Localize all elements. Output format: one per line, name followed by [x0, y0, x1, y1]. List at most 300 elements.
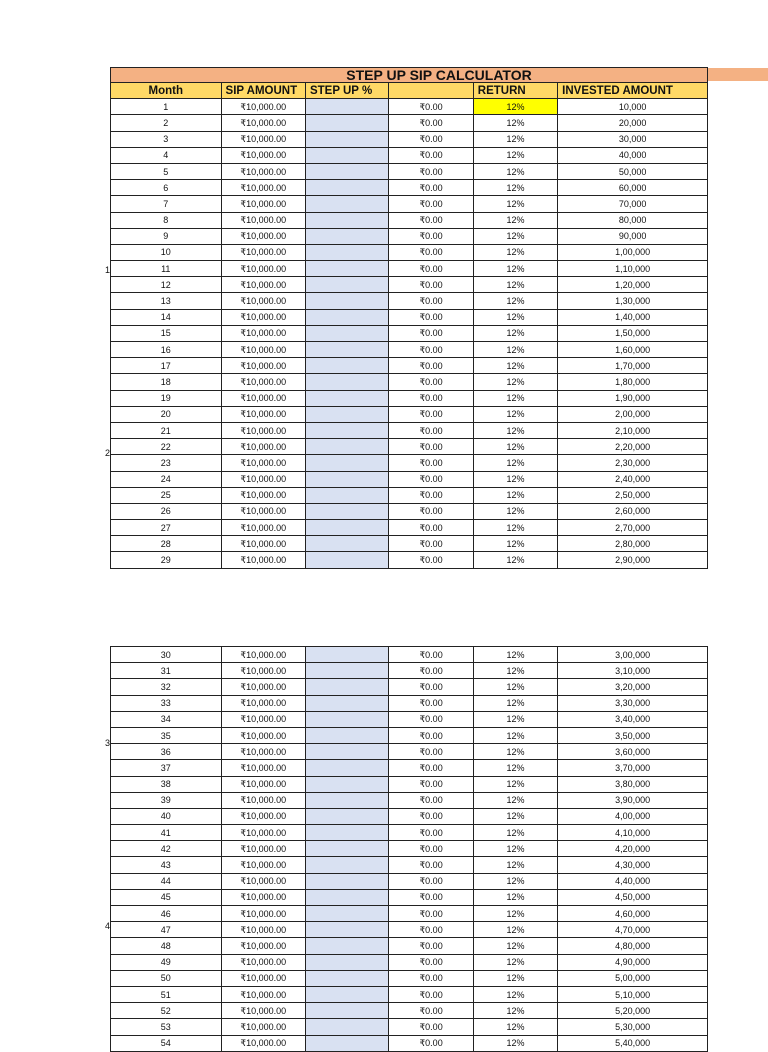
amount-cell[interactable]: ₹0.00	[389, 455, 473, 471]
sip-amount-cell[interactable]: ₹10,000.00	[221, 970, 305, 986]
invested-amount-cell[interactable]: 2,00,000	[558, 406, 708, 422]
invested-amount-cell[interactable]: 5,40,000	[558, 1035, 708, 1051]
sip-amount-cell[interactable]: ₹10,000.00	[221, 115, 305, 131]
month-cell[interactable]: 16	[111, 342, 222, 358]
amount-cell[interactable]: ₹0.00	[389, 390, 473, 406]
step-up-cell[interactable]	[305, 115, 388, 131]
amount-cell[interactable]: ₹0.00	[389, 986, 473, 1002]
invested-amount-cell[interactable]: 50,000	[558, 163, 708, 179]
sip-amount-cell[interactable]: ₹10,000.00	[221, 358, 305, 374]
amount-cell[interactable]: ₹0.00	[389, 471, 473, 487]
sip-amount-cell[interactable]: ₹10,000.00	[221, 325, 305, 341]
month-cell[interactable]: 32	[111, 679, 222, 695]
month-cell[interactable]: 45	[111, 889, 222, 905]
amount-cell[interactable]: ₹0.00	[389, 180, 473, 196]
sip-amount-cell[interactable]: ₹10,000.00	[221, 503, 305, 519]
month-cell[interactable]: 44	[111, 873, 222, 889]
month-cell[interactable]: 43	[111, 857, 222, 873]
invested-amount-cell[interactable]: 1,40,000	[558, 309, 708, 325]
invested-amount-cell[interactable]: 3,20,000	[558, 679, 708, 695]
sip-amount-cell[interactable]: ₹10,000.00	[221, 1003, 305, 1019]
sip-amount-cell[interactable]: ₹10,000.00	[221, 406, 305, 422]
month-cell[interactable]: 14	[111, 309, 222, 325]
sip-amount-cell[interactable]: ₹10,000.00	[221, 309, 305, 325]
step-up-cell[interactable]	[305, 536, 388, 552]
return-cell[interactable]: 12%	[473, 293, 557, 309]
amount-cell[interactable]: ₹0.00	[389, 277, 473, 293]
sip-amount-cell[interactable]: ₹10,000.00	[221, 487, 305, 503]
month-cell[interactable]: 53	[111, 1019, 222, 1035]
invested-amount-cell[interactable]: 4,20,000	[558, 841, 708, 857]
return-cell[interactable]: 12%	[473, 180, 557, 196]
amount-cell[interactable]: ₹0.00	[389, 552, 473, 568]
step-up-cell[interactable]	[305, 922, 388, 938]
month-cell[interactable]: 21	[111, 422, 222, 438]
amount-cell[interactable]: ₹0.00	[389, 99, 473, 115]
month-cell[interactable]: 18	[111, 374, 222, 390]
invested-amount-cell[interactable]: 1,10,000	[558, 261, 708, 277]
step-up-cell[interactable]	[305, 180, 388, 196]
amount-cell[interactable]: ₹0.00	[389, 309, 473, 325]
month-cell[interactable]: 17	[111, 358, 222, 374]
step-up-cell[interactable]	[305, 1019, 388, 1035]
sip-amount-cell[interactable]: ₹10,000.00	[221, 1035, 305, 1051]
sip-amount-cell[interactable]: ₹10,000.00	[221, 422, 305, 438]
return-cell[interactable]: 12%	[473, 873, 557, 889]
amount-cell[interactable]: ₹0.00	[389, 760, 473, 776]
amount-cell[interactable]: ₹0.00	[389, 244, 473, 260]
month-cell[interactable]: 35	[111, 727, 222, 743]
month-cell[interactable]: 20	[111, 406, 222, 422]
step-up-cell[interactable]	[305, 99, 388, 115]
invested-amount-cell[interactable]: 4,30,000	[558, 857, 708, 873]
sip-amount-cell[interactable]: ₹10,000.00	[221, 679, 305, 695]
amount-cell[interactable]: ₹0.00	[389, 358, 473, 374]
step-up-cell[interactable]	[305, 954, 388, 970]
month-cell[interactable]: 38	[111, 776, 222, 792]
return-cell[interactable]: 12%	[473, 439, 557, 455]
month-cell[interactable]: 29	[111, 552, 222, 568]
month-cell[interactable]: 8	[111, 212, 222, 228]
invested-amount-cell[interactable]: 3,60,000	[558, 744, 708, 760]
amount-cell[interactable]: ₹0.00	[389, 663, 473, 679]
amount-cell[interactable]: ₹0.00	[389, 1003, 473, 1019]
step-up-cell[interactable]	[305, 390, 388, 406]
return-cell[interactable]: 12%	[473, 857, 557, 873]
return-cell[interactable]: 12%	[473, 792, 557, 808]
month-cell[interactable]: 34	[111, 711, 222, 727]
invested-amount-cell[interactable]: 2,30,000	[558, 455, 708, 471]
invested-amount-cell[interactable]: 60,000	[558, 180, 708, 196]
return-cell[interactable]: 12%	[473, 244, 557, 260]
step-up-cell[interactable]	[305, 841, 388, 857]
return-cell[interactable]: 12%	[473, 1019, 557, 1035]
return-cell[interactable]: 12%	[473, 695, 557, 711]
step-up-cell[interactable]	[305, 711, 388, 727]
sip-amount-cell[interactable]: ₹10,000.00	[221, 808, 305, 824]
amount-cell[interactable]: ₹0.00	[389, 536, 473, 552]
return-cell[interactable]: 12%	[473, 938, 557, 954]
amount-cell[interactable]: ₹0.00	[389, 503, 473, 519]
step-up-cell[interactable]	[305, 792, 388, 808]
amount-cell[interactable]: ₹0.00	[389, 695, 473, 711]
return-cell[interactable]: 12%	[473, 711, 557, 727]
sip-amount-cell[interactable]: ₹10,000.00	[221, 277, 305, 293]
month-cell[interactable]: 47	[111, 922, 222, 938]
return-cell[interactable]: 12%	[473, 131, 557, 147]
step-up-cell[interactable]	[305, 647, 388, 663]
invested-amount-cell[interactable]: 5,10,000	[558, 986, 708, 1002]
step-up-cell[interactable]	[305, 406, 388, 422]
sip-amount-cell[interactable]: ₹10,000.00	[221, 841, 305, 857]
amount-cell[interactable]: ₹0.00	[389, 487, 473, 503]
step-up-cell[interactable]	[305, 228, 388, 244]
month-cell[interactable]: 2	[111, 115, 222, 131]
invested-amount-cell[interactable]: 3,10,000	[558, 663, 708, 679]
amount-cell[interactable]: ₹0.00	[389, 131, 473, 147]
step-up-cell[interactable]	[305, 196, 388, 212]
invested-amount-cell[interactable]: 20,000	[558, 115, 708, 131]
invested-amount-cell[interactable]: 4,40,000	[558, 873, 708, 889]
month-cell[interactable]: 10	[111, 244, 222, 260]
invested-amount-cell[interactable]: 3,90,000	[558, 792, 708, 808]
return-cell[interactable]: 12%	[473, 115, 557, 131]
amount-cell[interactable]: ₹0.00	[389, 212, 473, 228]
return-cell[interactable]: 12%	[473, 906, 557, 922]
invested-amount-cell[interactable]: 3,00,000	[558, 647, 708, 663]
invested-amount-cell[interactable]: 4,70,000	[558, 922, 708, 938]
return-cell[interactable]: 12%	[473, 744, 557, 760]
sip-amount-cell[interactable]: ₹10,000.00	[221, 663, 305, 679]
return-cell[interactable]: 12%	[473, 228, 557, 244]
return-cell[interactable]: 12%	[473, 147, 557, 163]
return-cell[interactable]: 12%	[473, 825, 557, 841]
return-cell[interactable]: 12%	[473, 970, 557, 986]
step-up-cell[interactable]	[305, 342, 388, 358]
step-up-cell[interactable]	[305, 309, 388, 325]
sip-amount-cell[interactable]: ₹10,000.00	[221, 889, 305, 905]
month-cell[interactable]: 39	[111, 792, 222, 808]
sip-amount-cell[interactable]: ₹10,000.00	[221, 99, 305, 115]
month-cell[interactable]: 49	[111, 954, 222, 970]
amount-cell[interactable]: ₹0.00	[389, 954, 473, 970]
header-sip-amount[interactable]: SIP AMOUNT	[221, 83, 305, 99]
step-up-cell[interactable]	[305, 131, 388, 147]
sip-amount-cell[interactable]: ₹10,000.00	[221, 857, 305, 873]
step-up-cell[interactable]	[305, 471, 388, 487]
amount-cell[interactable]: ₹0.00	[389, 922, 473, 938]
invested-amount-cell[interactable]: 1,30,000	[558, 293, 708, 309]
return-cell[interactable]: 12%	[473, 487, 557, 503]
return-cell[interactable]: 12%	[473, 342, 557, 358]
month-cell[interactable]: 7	[111, 196, 222, 212]
month-cell[interactable]: 46	[111, 906, 222, 922]
sip-amount-cell[interactable]: ₹10,000.00	[221, 163, 305, 179]
step-up-cell[interactable]	[305, 873, 388, 889]
step-up-cell[interactable]	[305, 261, 388, 277]
step-up-cell[interactable]	[305, 695, 388, 711]
return-cell[interactable]: 12%	[473, 503, 557, 519]
step-up-cell[interactable]	[305, 825, 388, 841]
return-cell[interactable]: 12%	[473, 277, 557, 293]
step-up-cell[interactable]	[305, 552, 388, 568]
invested-amount-cell[interactable]: 3,50,000	[558, 727, 708, 743]
amount-cell[interactable]: ₹0.00	[389, 825, 473, 841]
month-cell[interactable]: 25	[111, 487, 222, 503]
invested-amount-cell[interactable]: 2,20,000	[558, 439, 708, 455]
sip-amount-cell[interactable]: ₹10,000.00	[221, 873, 305, 889]
invested-amount-cell[interactable]: 5,20,000	[558, 1003, 708, 1019]
month-cell[interactable]: 19	[111, 390, 222, 406]
amount-cell[interactable]: ₹0.00	[389, 520, 473, 536]
month-cell[interactable]: 31	[111, 663, 222, 679]
return-cell[interactable]: 12%	[473, 358, 557, 374]
invested-amount-cell[interactable]: 4,50,000	[558, 889, 708, 905]
amount-cell[interactable]: ₹0.00	[389, 727, 473, 743]
return-cell[interactable]: 12%	[473, 455, 557, 471]
invested-amount-cell[interactable]: 2,70,000	[558, 520, 708, 536]
month-cell[interactable]: 51	[111, 986, 222, 1002]
return-cell[interactable]: 12%	[473, 663, 557, 679]
month-cell[interactable]: 28	[111, 536, 222, 552]
return-cell[interactable]: 12%	[473, 954, 557, 970]
step-up-cell[interactable]	[305, 325, 388, 341]
invested-amount-cell[interactable]: 2,90,000	[558, 552, 708, 568]
step-up-cell[interactable]	[305, 147, 388, 163]
invested-amount-cell[interactable]: 4,00,000	[558, 808, 708, 824]
sip-amount-cell[interactable]: ₹10,000.00	[221, 390, 305, 406]
step-up-cell[interactable]	[305, 487, 388, 503]
return-cell[interactable]: 12%	[473, 1003, 557, 1019]
sip-amount-cell[interactable]: ₹10,000.00	[221, 536, 305, 552]
amount-cell[interactable]: ₹0.00	[389, 647, 473, 663]
return-cell[interactable]: 12%	[473, 261, 557, 277]
step-up-cell[interactable]	[305, 727, 388, 743]
sip-amount-cell[interactable]: ₹10,000.00	[221, 744, 305, 760]
sip-amount-cell[interactable]: ₹10,000.00	[221, 825, 305, 841]
amount-cell[interactable]: ₹0.00	[389, 873, 473, 889]
return-cell[interactable]: 12%	[473, 727, 557, 743]
month-cell[interactable]: 5	[111, 163, 222, 179]
month-cell[interactable]: 22	[111, 439, 222, 455]
amount-cell[interactable]: ₹0.00	[389, 374, 473, 390]
sip-amount-cell[interactable]: ₹10,000.00	[221, 711, 305, 727]
month-cell[interactable]: 50	[111, 970, 222, 986]
invested-amount-cell[interactable]: 1,90,000	[558, 390, 708, 406]
amount-cell[interactable]: ₹0.00	[389, 406, 473, 422]
return-cell[interactable]: 12%	[473, 536, 557, 552]
step-up-cell[interactable]	[305, 776, 388, 792]
return-cell[interactable]: 12%	[473, 520, 557, 536]
invested-amount-cell[interactable]: 2,60,000	[558, 503, 708, 519]
sip-amount-cell[interactable]: ₹10,000.00	[221, 196, 305, 212]
month-cell[interactable]: 41	[111, 825, 222, 841]
invested-amount-cell[interactable]: 4,60,000	[558, 906, 708, 922]
return-cell[interactable]: 12%	[473, 776, 557, 792]
return-cell[interactable]: 12%	[473, 406, 557, 422]
step-up-cell[interactable]	[305, 906, 388, 922]
invested-amount-cell[interactable]: 1,00,000	[558, 244, 708, 260]
sip-amount-cell[interactable]: ₹10,000.00	[221, 986, 305, 1002]
amount-cell[interactable]: ₹0.00	[389, 776, 473, 792]
invested-amount-cell[interactable]: 3,80,000	[558, 776, 708, 792]
step-up-cell[interactable]	[305, 212, 388, 228]
return-cell[interactable]: 12%	[473, 390, 557, 406]
return-cell[interactable]: 12%	[473, 841, 557, 857]
amount-cell[interactable]: ₹0.00	[389, 808, 473, 824]
step-up-cell[interactable]	[305, 439, 388, 455]
month-cell[interactable]: 1	[111, 99, 222, 115]
invested-amount-cell[interactable]: 80,000	[558, 212, 708, 228]
amount-cell[interactable]: ₹0.00	[389, 147, 473, 163]
return-cell[interactable]: 12%	[473, 99, 557, 115]
invested-amount-cell[interactable]: 1,60,000	[558, 342, 708, 358]
sip-amount-cell[interactable]: ₹10,000.00	[221, 455, 305, 471]
amount-cell[interactable]: ₹0.00	[389, 228, 473, 244]
amount-cell[interactable]: ₹0.00	[389, 679, 473, 695]
month-cell[interactable]: 3	[111, 131, 222, 147]
month-cell[interactable]: 27	[111, 520, 222, 536]
sip-amount-cell[interactable]: ₹10,000.00	[221, 131, 305, 147]
step-up-cell[interactable]	[305, 422, 388, 438]
amount-cell[interactable]: ₹0.00	[389, 422, 473, 438]
sip-amount-cell[interactable]: ₹10,000.00	[221, 342, 305, 358]
month-cell[interactable]: 12	[111, 277, 222, 293]
amount-cell[interactable]: ₹0.00	[389, 744, 473, 760]
month-cell[interactable]: 40	[111, 808, 222, 824]
step-up-cell[interactable]	[305, 938, 388, 954]
step-up-cell[interactable]	[305, 970, 388, 986]
step-up-cell[interactable]	[305, 358, 388, 374]
amount-cell[interactable]: ₹0.00	[389, 115, 473, 131]
invested-amount-cell[interactable]: 1,70,000	[558, 358, 708, 374]
step-up-cell[interactable]	[305, 663, 388, 679]
amount-cell[interactable]: ₹0.00	[389, 906, 473, 922]
amount-cell[interactable]: ₹0.00	[389, 163, 473, 179]
amount-cell[interactable]: ₹0.00	[389, 439, 473, 455]
amount-cell[interactable]: ₹0.00	[389, 293, 473, 309]
step-up-cell[interactable]	[305, 744, 388, 760]
return-cell[interactable]: 12%	[473, 647, 557, 663]
step-up-cell[interactable]	[305, 455, 388, 471]
step-up-cell[interactable]	[305, 374, 388, 390]
step-up-cell[interactable]	[305, 679, 388, 695]
sip-amount-cell[interactable]: ₹10,000.00	[221, 906, 305, 922]
sip-amount-cell[interactable]: ₹10,000.00	[221, 938, 305, 954]
step-up-cell[interactable]	[305, 277, 388, 293]
month-cell[interactable]: 6	[111, 180, 222, 196]
header-invested-amount[interactable]: INVESTED AMOUNT	[558, 83, 708, 99]
invested-amount-cell[interactable]: 4,90,000	[558, 954, 708, 970]
sip-amount-cell[interactable]: ₹10,000.00	[221, 261, 305, 277]
month-cell[interactable]: 26	[111, 503, 222, 519]
step-up-cell[interactable]	[305, 808, 388, 824]
return-cell[interactable]: 12%	[473, 309, 557, 325]
invested-amount-cell[interactable]: 3,70,000	[558, 760, 708, 776]
month-cell[interactable]: 33	[111, 695, 222, 711]
invested-amount-cell[interactable]: 40,000	[558, 147, 708, 163]
month-cell[interactable]: 48	[111, 938, 222, 954]
invested-amount-cell[interactable]: 2,40,000	[558, 471, 708, 487]
step-up-cell[interactable]	[305, 889, 388, 905]
invested-amount-cell[interactable]: 2,10,000	[558, 422, 708, 438]
step-up-cell[interactable]	[305, 1003, 388, 1019]
return-cell[interactable]: 12%	[473, 325, 557, 341]
return-cell[interactable]: 12%	[473, 212, 557, 228]
amount-cell[interactable]: ₹0.00	[389, 342, 473, 358]
invested-amount-cell[interactable]: 3,30,000	[558, 695, 708, 711]
invested-amount-cell[interactable]: 70,000	[558, 196, 708, 212]
month-cell[interactable]: 42	[111, 841, 222, 857]
invested-amount-cell[interactable]: 4,10,000	[558, 825, 708, 841]
sip-amount-cell[interactable]: ₹10,000.00	[221, 1019, 305, 1035]
amount-cell[interactable]: ₹0.00	[389, 857, 473, 873]
amount-cell[interactable]: ₹0.00	[389, 970, 473, 986]
amount-cell[interactable]: ₹0.00	[389, 889, 473, 905]
step-up-cell[interactable]	[305, 293, 388, 309]
invested-amount-cell[interactable]: 5,30,000	[558, 1019, 708, 1035]
month-cell[interactable]: 30	[111, 647, 222, 663]
sip-amount-cell[interactable]: ₹10,000.00	[221, 180, 305, 196]
sip-amount-cell[interactable]: ₹10,000.00	[221, 760, 305, 776]
return-cell[interactable]: 12%	[473, 422, 557, 438]
month-cell[interactable]: 37	[111, 760, 222, 776]
sip-amount-cell[interactable]: ₹10,000.00	[221, 520, 305, 536]
sip-amount-cell[interactable]: ₹10,000.00	[221, 212, 305, 228]
step-up-cell[interactable]	[305, 163, 388, 179]
sip-amount-cell[interactable]: ₹10,000.00	[221, 552, 305, 568]
month-cell[interactable]: 11	[111, 261, 222, 277]
month-cell[interactable]: 24	[111, 471, 222, 487]
return-cell[interactable]: 12%	[473, 808, 557, 824]
return-cell[interactable]: 12%	[473, 374, 557, 390]
invested-amount-cell[interactable]: 5,00,000	[558, 970, 708, 986]
month-cell[interactable]: 13	[111, 293, 222, 309]
invested-amount-cell[interactable]: 4,80,000	[558, 938, 708, 954]
return-cell[interactable]: 12%	[473, 196, 557, 212]
invested-amount-cell[interactable]: 2,80,000	[558, 536, 708, 552]
header-amount[interactable]	[389, 83, 473, 99]
return-cell[interactable]: 12%	[473, 679, 557, 695]
sip-amount-cell[interactable]: ₹10,000.00	[221, 922, 305, 938]
step-up-cell[interactable]	[305, 520, 388, 536]
sip-amount-cell[interactable]: ₹10,000.00	[221, 727, 305, 743]
sip-amount-cell[interactable]: ₹10,000.00	[221, 647, 305, 663]
amount-cell[interactable]: ₹0.00	[389, 792, 473, 808]
step-up-cell[interactable]	[305, 1035, 388, 1051]
sip-amount-cell[interactable]: ₹10,000.00	[221, 954, 305, 970]
header-return[interactable]: RETURN	[473, 83, 557, 99]
return-cell[interactable]: 12%	[473, 1035, 557, 1051]
amount-cell[interactable]: ₹0.00	[389, 1019, 473, 1035]
amount-cell[interactable]: ₹0.00	[389, 841, 473, 857]
invested-amount-cell[interactable]: 90,000	[558, 228, 708, 244]
amount-cell[interactable]: ₹0.00	[389, 261, 473, 277]
sip-amount-cell[interactable]: ₹10,000.00	[221, 695, 305, 711]
invested-amount-cell[interactable]: 2,50,000	[558, 487, 708, 503]
step-up-cell[interactable]	[305, 857, 388, 873]
sip-amount-cell[interactable]: ₹10,000.00	[221, 776, 305, 792]
amount-cell[interactable]: ₹0.00	[389, 325, 473, 341]
sip-amount-cell[interactable]: ₹10,000.00	[221, 244, 305, 260]
invested-amount-cell[interactable]: 1,80,000	[558, 374, 708, 390]
invested-amount-cell[interactable]: 30,000	[558, 131, 708, 147]
return-cell[interactable]: 12%	[473, 889, 557, 905]
invested-amount-cell[interactable]: 3,40,000	[558, 711, 708, 727]
sip-amount-cell[interactable]: ₹10,000.00	[221, 228, 305, 244]
amount-cell[interactable]: ₹0.00	[389, 1035, 473, 1051]
return-cell[interactable]: 12%	[473, 986, 557, 1002]
